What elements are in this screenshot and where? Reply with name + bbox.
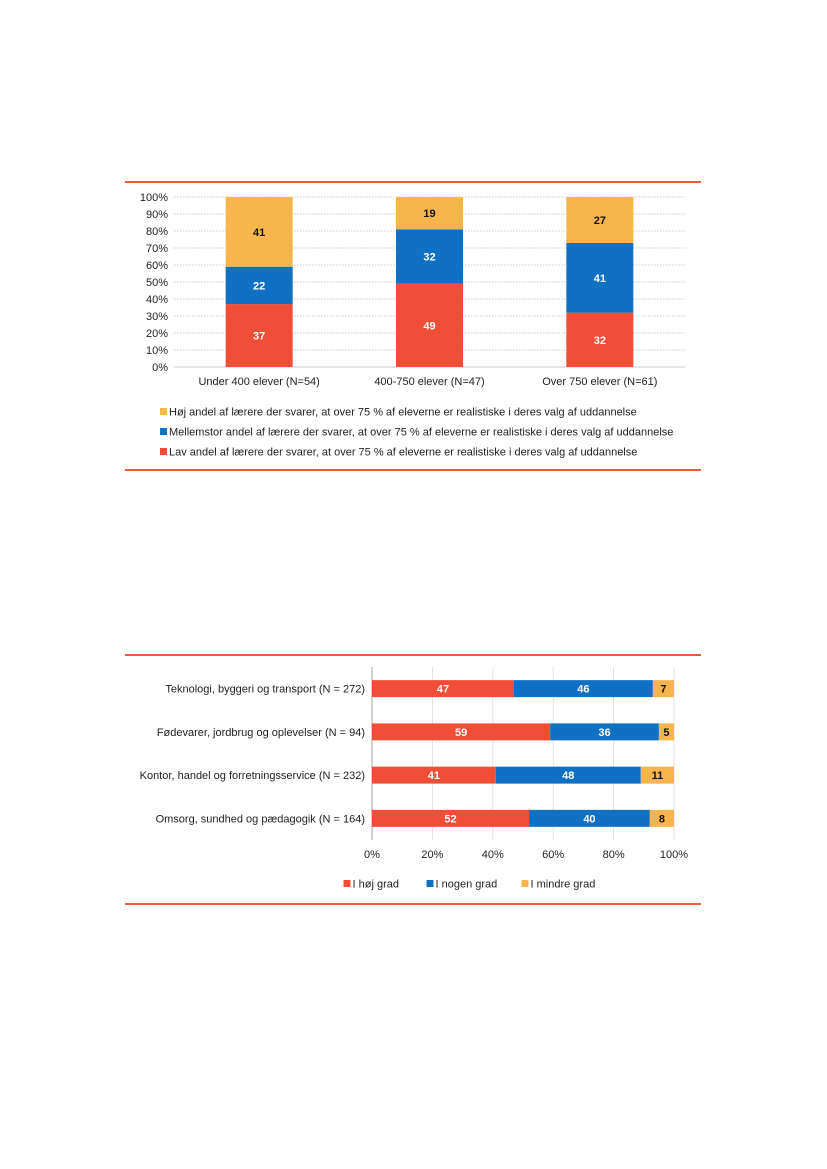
data-label: 52 xyxy=(444,813,457,826)
y-tick-label: Kontor, handel og forretningsservice (N = 232) xyxy=(139,770,365,783)
data-label: 36 xyxy=(598,726,611,739)
legend-label: I mindre grad xyxy=(530,878,596,891)
chart2-bottom-rule xyxy=(125,903,701,905)
y-tick-label: Fødevarer, jordbrug og oplevelser (N = 94) xyxy=(156,726,365,739)
y-tick-label: 90% xyxy=(145,209,168,221)
data-label: 41 xyxy=(253,226,266,239)
data-label: 40 xyxy=(583,813,596,826)
x-tick-label: 80% xyxy=(602,849,625,861)
legend-label: I høj grad xyxy=(352,878,399,891)
y-tick-label: Teknologi, byggeri og transport (N = 272) xyxy=(165,683,365,696)
data-label: 8 xyxy=(658,813,665,826)
legend-swatch xyxy=(427,880,434,887)
data-label: 41 xyxy=(427,770,441,783)
x-tick-label: 400-750 elever (N=47) xyxy=(374,376,485,388)
y-tick-label: 10% xyxy=(145,345,168,357)
legend-label: Høj andel af lærere der svarer, at over 75 % af eleverne er realistiske i deres valg af uddannelse xyxy=(169,406,637,419)
x-tick-label: 40% xyxy=(481,849,504,861)
y-tick-label: 40% xyxy=(145,294,168,306)
y-tick-label: 50% xyxy=(145,277,168,289)
x-tick-label: 0% xyxy=(364,849,380,861)
y-tick-label: Omsorg, sundhed og pædagogik (N = 164) xyxy=(155,813,365,826)
data-label: 47 xyxy=(436,683,450,696)
x-tick-label: 60% xyxy=(542,849,565,861)
x-tick-label: Under 400 elever (N=54) xyxy=(198,376,320,388)
legend-label: Mellemstor andel af lærere der svarer, at over 75 % af eleverne er realistiske i deres valg af uddannelse xyxy=(169,426,674,439)
data-label: 7 xyxy=(660,683,667,696)
y-tick-label: 80% xyxy=(145,226,168,238)
data-label: 49 xyxy=(423,320,436,333)
x-tick-label: 20% xyxy=(421,849,444,861)
data-label: 19 xyxy=(423,208,436,221)
data-label: 32 xyxy=(593,334,606,347)
y-tick-label: 20% xyxy=(145,328,168,340)
y-tick-label: 60% xyxy=(145,260,168,272)
legend-label: Lav andel af lærere der svarer, at over 75 % af eleverne er realistiske i deres valg af uddannelse xyxy=(169,446,638,459)
legend-swatch xyxy=(522,880,529,887)
legend-label: I nogen grad xyxy=(435,878,498,891)
data-label: 11 xyxy=(651,770,664,783)
data-label: 46 xyxy=(577,683,590,696)
data-label: 22 xyxy=(253,280,266,293)
data-label: 59 xyxy=(454,726,468,739)
x-tick-label: 100% xyxy=(659,849,689,861)
data-label: 32 xyxy=(423,251,436,264)
y-tick-label: 100% xyxy=(139,192,168,204)
data-label: 41 xyxy=(593,272,606,285)
y-tick-label: 30% xyxy=(145,311,168,323)
x-tick-label: Over 750 elever (N=61) xyxy=(542,376,658,388)
data-label: 48 xyxy=(562,770,575,783)
y-tick-label: 0% xyxy=(152,362,168,374)
data-label: 5 xyxy=(663,726,670,739)
data-label: 37 xyxy=(253,330,266,343)
y-tick-label: 70% xyxy=(145,243,168,255)
legend-swatch xyxy=(344,880,351,887)
data-label: 27 xyxy=(593,214,606,227)
